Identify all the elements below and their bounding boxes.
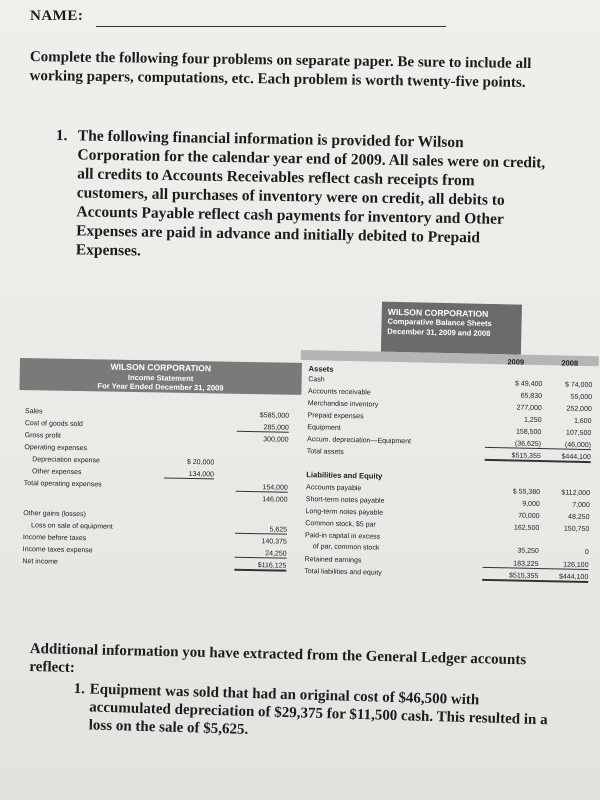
- bs-liab-heading: Liabilities and Equity: [306, 470, 383, 481]
- is-company: WILSON CORPORATION: [110, 361, 212, 374]
- income-statement: [16, 358, 302, 603]
- is-row-loss-on-sale: Loss on sale of equipment 5,625: [31, 522, 288, 534]
- is-row-income-tax: Income taxes expense 24,250: [22, 546, 287, 558]
- name-label: NAME:: [30, 8, 84, 24]
- is-row-gross-profit: Gross profit 300,000: [24, 432, 289, 444]
- problem-1-text: The following financial information is provided for Wilson Corporation for the calendar year end of 2009. All sales were on credit, all credits to Accounts Receivables reflect cash receipts from customers, all purchases of inventory were on credit, all debits to Accounts Payable reflect cash payments for inventory and Other Expenses are paid in advance and initially debited to Prepaid Expenses.: [75, 127, 546, 260]
- is-title: Income Statement: [127, 372, 194, 383]
- bs-row-st-notes: Short-term notes payable 9,000 7,000: [305, 496, 590, 510]
- is-row-other-exp: Other expenses 134,000: [31, 468, 215, 479]
- bs-year-2009: 2009: [507, 357, 525, 367]
- is-row-sales: Sales $585,000: [25, 408, 290, 420]
- balance-sheet: [295, 300, 599, 618]
- problem-1: [54, 126, 546, 268]
- additional-info: Additional information you have extracted from the General Ledger accounts reflect:: [29, 640, 527, 677]
- is-row-total-op-exp: Total operating expenses 154,000: [23, 480, 288, 492]
- is-row-net-income: Net income $116,125: [22, 558, 287, 570]
- is-row-depreciation: Depreciation expense $ 20,000: [32, 456, 215, 467]
- bs-row-total-liab-eq: Total liabilities and equity $515,355 $444,100: [304, 568, 589, 582]
- bs-row-paid-in-2: of par, common stock 35,250 0: [312, 543, 589, 557]
- bs-row-equipment: Equipment 158,500 107,500: [307, 424, 592, 438]
- bs-row-lt-notes: Long-term notes payable 70,000 48,250: [305, 508, 590, 522]
- item-1-text: Equipment was sold that had an original cost of $46,500 with accumulated depreciation of $29,375 for $11,500 cash. This resulted in a loss on the sale of $5,625.: [88, 681, 548, 738]
- income-statement-header: [19, 358, 302, 395]
- bs-row-ar: Accounts receivable 65,830 55,000: [308, 388, 593, 402]
- bs-row-total-assets: Total assets $515,355 $444,100: [306, 448, 591, 462]
- item-1-number: 1.: [73, 680, 86, 698]
- is-row-cogs: Cost of goods sold 285,000: [24, 420, 289, 432]
- bs-year-2008: 2008: [561, 358, 579, 368]
- is-row-income-before-taxes: Income before taxes 140,375: [22, 534, 287, 546]
- name-blank-line: [96, 26, 446, 27]
- bs-company: WILSON CORPORATION: [387, 306, 489, 319]
- bs-row-cash: Cash $ 49,400 $ 74,000: [308, 376, 593, 390]
- is-row-operating-income: 146,000: [262, 496, 288, 504]
- balance-sheet-header: [381, 302, 522, 355]
- bs-row-ap: Accounts payable $ 55,380 $112,000: [305, 484, 591, 498]
- is-period: For Year Ended December 31, 2009: [97, 381, 224, 393]
- bs-date: December 31, 2009 and 2008: [387, 326, 491, 338]
- additional-item-1: [72, 680, 553, 747]
- bs-row-retained: Retained earnings 183,225 126,100: [304, 556, 589, 570]
- bs-title: Comparative Balance Sheets: [387, 316, 492, 328]
- bs-row-prepaid: Prepaid expenses 1,250 1,600: [307, 412, 592, 426]
- instructions: Complete the following four problems on separate paper. Be sure to include all working papers, computations, etc. Each problem is worth twenty-five points.: [29, 48, 532, 91]
- bs-row-accum-dep: Accum. depreciation—Equipment (36,625) (46,000): [307, 436, 592, 450]
- bs-row-common-stock: Common stock, $5 par 162,500 150,750: [305, 520, 590, 534]
- is-row-op-exp-heading: Operating expenses: [24, 444, 88, 453]
- bs-assets-heading: Assets: [308, 364, 334, 374]
- bs-row-inventory: Merchandise inventory 277,000 252,000: [307, 400, 592, 414]
- problem-1-number: 1.: [55, 126, 68, 145]
- is-row-other-gains: Other gains (losses): [23, 510, 86, 519]
- bs-row-paid-in-1: Paid-in capital in excess: [304, 532, 381, 541]
